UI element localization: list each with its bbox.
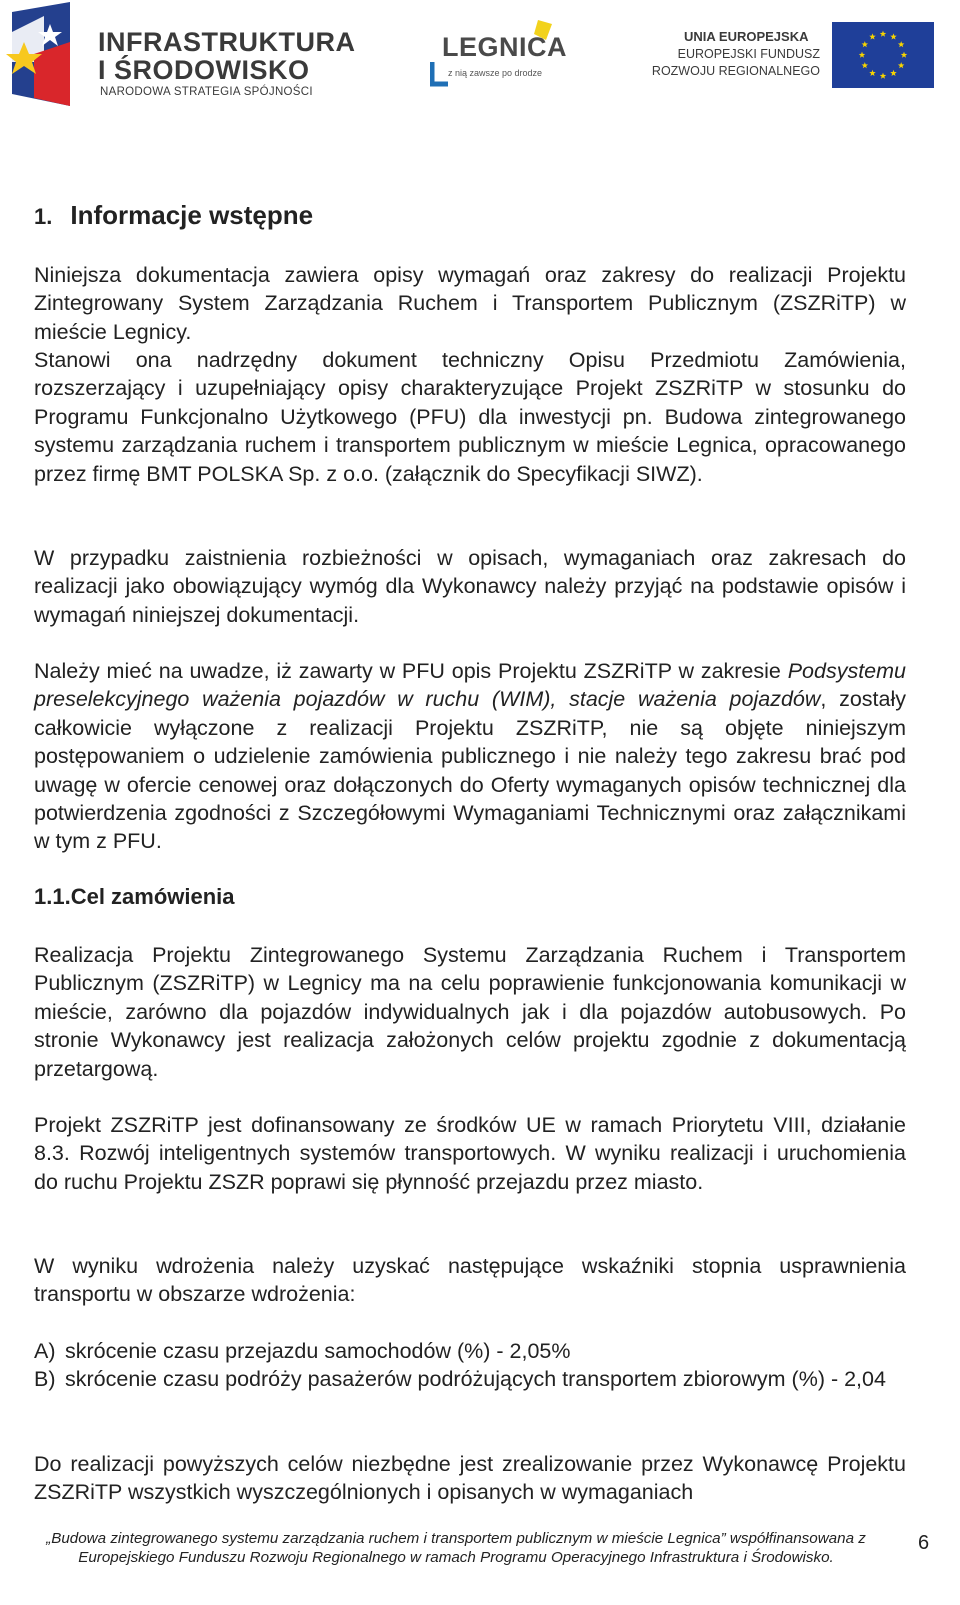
paragraph-exclusion — [34, 657, 906, 856]
paragraph-discrepancies: W przypadku zaistnienia rozbieżności w opisach, wymaganiach oraz zakresach do realizacji jako obowiązujący wymóg dla Wykonawcy należy przyjąć na podstawie opisów i wymagań niniejszej dokumentacji. — [34, 546, 906, 627]
section-title: Informacje wstępne — [70, 200, 314, 230]
eu-flag-icon — [832, 22, 934, 88]
list-item — [34, 1337, 906, 1365]
eu-title: UNIA EUROPEJSKA — [684, 29, 809, 44]
ois-title-line1: INFRASTRUKTURA — [98, 27, 356, 57]
legnica-slogan: z nią zawsze po drodze — [448, 68, 543, 78]
paragraph-funding: Projekt ZSZRiTP jest dofinansowany ze środków UE w ramach Priorytetu VIII, działanie 8.3. Rozwój inteligentnych systemów transportowych. W wyniku realizacji i uruchomienia do ruchu Projektu ZSZR poprawi się płynność przejazdu przez miasto. — [34, 1113, 906, 1194]
exclusion-text-b: , zostały całkowicie wyłączone z realizacji Projektu ZSZRiTP, nie są objęte niniejszym postępowaniem o udzielenie zamówienia publicznego i nie należy tego zakresu brać pod uwagę w ofercie cenowej oraz dołączonych do Oferty wymaganych opisów technicznej dla potwierdzenia zgodności z Szczegółowymi Wymaganiami Technicznymi oraz załącznikami w tym z PFU. — [34, 687, 906, 854]
eu-logo — [648, 26, 938, 92]
ois-subtitle: NARODOWA STRATEGIA SPÓJNOŚCI — [100, 86, 313, 98]
exclusion-text-a: Należy mieć na uwadze, iż zawarty w PFU opis Projektu ZSZRiTP w zakresie — [34, 659, 788, 683]
paragraph-scope: Stanowi ona nadrzędny dokument techniczny Opisu Przedmiotu Zamówienia, rozszerzający i uzupełniający opisy charakteryzujące Projekt ZSZRiTP w stosunku do Programu Funkcjonalno Użytkowego (PFU) dla inwestycji pn. Budowa zintegrowanego systemu zarządzania ruchem i transportem publicznym w mieście Legnica, opracowanego przez firmę BMT POLSKA Sp. z o.o. (załącznik do Specyfikacji SIWZ). — [34, 348, 906, 486]
indicators-list — [34, 1337, 906, 1394]
subsection-title: Cel zamówienia — [70, 884, 235, 909]
eu-fund-line1: EUROPEJSKI FUNDUSZ — [677, 47, 820, 61]
list-marker: A) — [34, 1339, 56, 1363]
paragraph-intro: Niniejsza dokumentacja zawiera opisy wymagań oraz zakresy do realizacji Projektu Zintegrowany System Zarządzania Ruchem i Transportem Publicznym (ZSZRiTP) w mieście Legnicy. — [34, 263, 906, 344]
eu-fund-line2: ROZWOJU REGIONALNEGO — [651, 64, 820, 78]
page-header — [0, 0, 960, 110]
paragraph-indicators-intro: W wyniku wdrożenia należy uzyskać następujące wskaźniki stopnia usprawnienia transportu w obszarze wdrożenia: — [34, 1254, 906, 1307]
page-number: 6 — [918, 1532, 930, 1554]
footer-line2: Europejskiego Funduszu Rozwoju Regionalnego w ramach Programu Operacyjnego Infrastruktura i Środowisko. — [78, 1548, 834, 1566]
section-heading — [34, 200, 313, 231]
legnica-name: LEGNICA — [442, 32, 567, 62]
ois-emblem-icon — [4, 2, 94, 106]
ois-title-line2: I ŚRODOWISKO — [98, 55, 310, 85]
list-item-text: skrócenie czasu przejazdu samochodów (%) - 2,05% — [65, 1339, 571, 1363]
infrastruktura-srodowisko-logo — [4, 2, 356, 108]
legnica-logo — [430, 18, 580, 90]
footer-text — [6, 1530, 906, 1567]
paragraph-goal: Realizacja Projektu Zintegrowanego Systemu Zarządzania Ruchem i Transportem Publicznym (ZSZRiTP) w Legnicy ma na celu poprawienie funkcjonowania komunikacji w mieście, zarówno dla pojazdów indywidualnych jak i dla pojazdów autobusowych. Po stronie Wykonawcy jest realizacja założonych celów projektu zgodnie z dokumentacją przetargową. — [34, 943, 906, 1081]
list-item-text: skrócenie czasu podróży pasażerów podróżujących transportem zbiorowym (%) - 2,04 — [65, 1367, 886, 1392]
paragraph-realization: Do realizacji powyższych celów niezbędne jest zrealizowanie przez Wykonawcę Projektu ZSZRiTP wszystkich wyszczególnionych i opisanych w wymaganiach — [34, 1452, 906, 1505]
exclusion-text-italic: Podsystemu preselekcyjnego ważenia pojazdów w ruchu (WIM), stacje ważenia pojazdów — [34, 659, 906, 712]
footer-line1: „Budowa zintegrowanego systemu zarządzania ruchem i transportem publicznym w mieście Legnica” współfinansowana z — [46, 1530, 866, 1547]
subsection-heading — [34, 884, 235, 910]
section-number: 1. — [34, 204, 53, 229]
list-marker: B) — [34, 1367, 56, 1392]
subsection-number: 1.1. — [34, 884, 71, 909]
page-footer — [0, 1528, 960, 1605]
list-item — [34, 1365, 906, 1393]
